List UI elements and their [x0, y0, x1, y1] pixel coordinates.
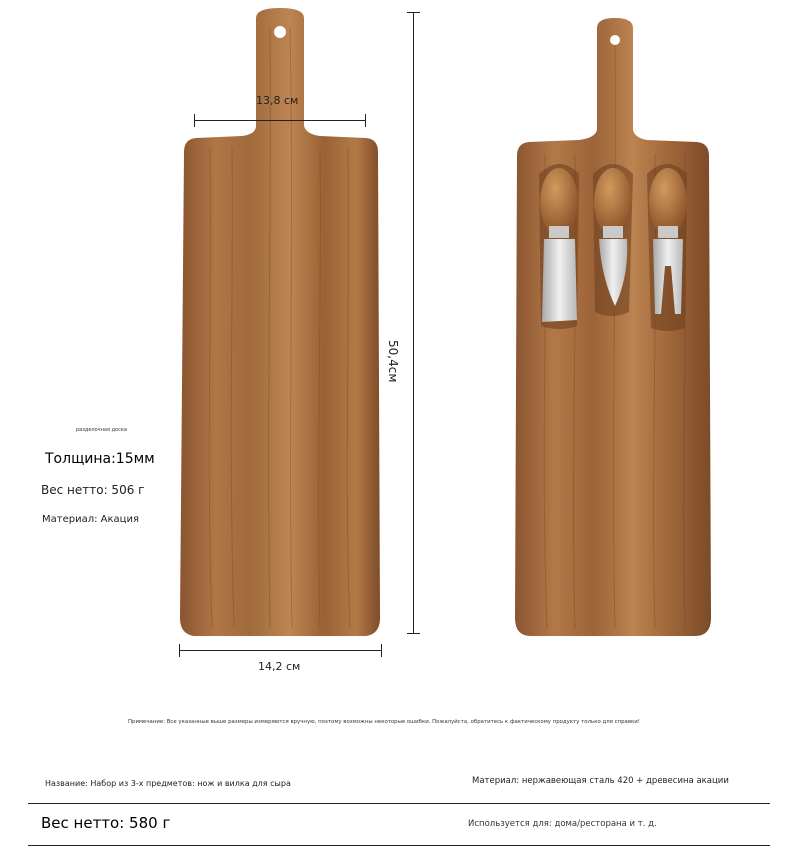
board-label: разделочная доска: [76, 427, 127, 433]
height-dimension-line: [413, 12, 414, 634]
thickness-spec: Толщина:15мм: [45, 451, 155, 467]
footer-divider: [28, 803, 770, 804]
dimension-tick: [194, 114, 195, 127]
net-weight-spec: Вес нетто: 506 г: [41, 483, 145, 497]
dimension-tick: [365, 114, 366, 127]
set-material: Материал: нержавеющая сталь 420 + древесина акации: [472, 776, 729, 786]
handle-width-label: 13,8 см: [256, 94, 299, 107]
material-spec: Материал: Акация: [42, 514, 139, 525]
usage: Используется для: дома/ресторана и т. д.: [468, 819, 657, 829]
height-label: 50,4см: [386, 340, 400, 383]
set-net-weight: Вес нетто: 580 г: [41, 814, 171, 832]
dimension-tick: [381, 644, 382, 657]
dimension-tick: [407, 12, 420, 13]
bottom-divider: [28, 845, 770, 846]
set-name: Название: Набор из 3-х предметов: нож и вилка для сыра: [45, 779, 291, 788]
cheese-knife-set-image: [505, 14, 720, 644]
measurement-note: Примечание: Все указанные выше размеры измеряются вручную, поэтому возможны некоторые ошибки. Пожалуйста, обратитесь к фактическому продукту только для справки!: [128, 719, 640, 725]
bottom-width-dimension-line: [179, 650, 382, 651]
dimension-tick: [407, 633, 420, 634]
dimension-tick: [179, 644, 180, 657]
handle-width-dimension-line: [194, 120, 366, 121]
bottom-width-label: 14,2 см: [258, 660, 301, 673]
